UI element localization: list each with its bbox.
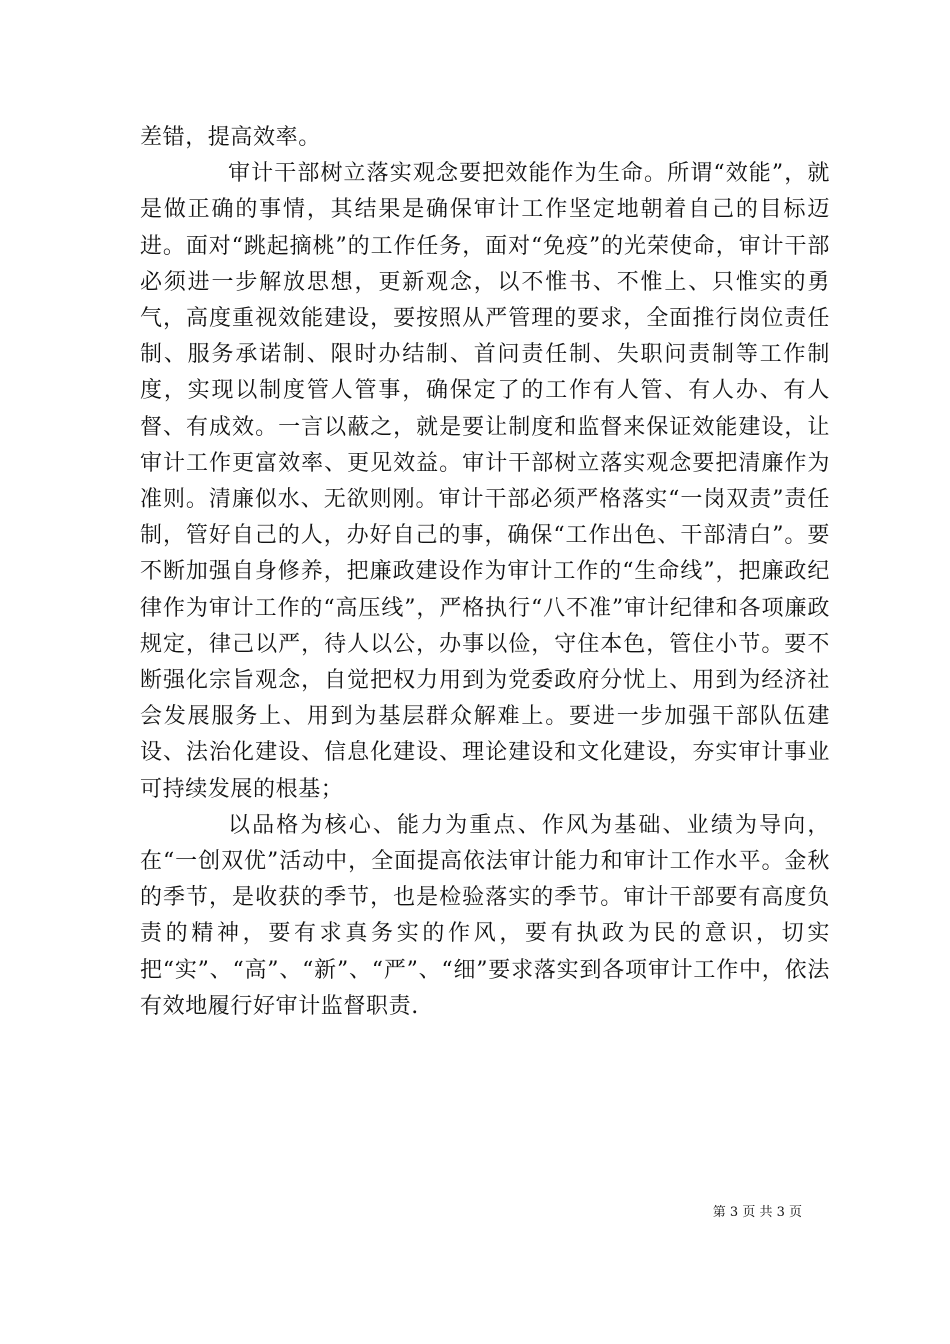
paragraph-conclusion: 以品格为核心、能力为重点、作风为基础、业绩为导向，在“一创双优”活动中，全面提高依法审计能力和审计工作水平。金秋的季节，是收获的季节，也是检验落实的季节。审计干部要有高度负责的精神，要有求真务实的作风，要有执政为民的意识，切实把“实”、“高”、“新”、“严”、“细”要求落实到各项审计工作中，依法有效地履行好审计监督职责. [140,812,830,1019]
page-number-footer: 第 3 页 共 3 页 [712,1205,802,1220]
paragraph-continuation: 差错，提高效率。 [140,125,321,150]
document-body [140,120,830,1025]
paragraph-efficiency-integrity: 审计干部树立落实观念要把效能作为生命。所谓“效能”，就是做正确的事情，其结果是确保审计工作坚定地朝着自己的目标迈进。面对“跳起摘桃”的工作任务，面对“免疫”的光荣使命，审计干部必须进一步解放思想，更新观念，以不惟书、不惟上、只惟实的勇气，高度重视效能建设，要按照从严管理的要求，全面推行岗位责任制、服务承诺制、限时办结制、首问责任制、失职问责制等工作制度，实现以制度管人管事，确保定了的工作有人管、有人办、有人督、有成效。一言以蔽之，就是要让制度和监督来保证效能建设，让审计工作更富效率、更见效益。审计干部树立落实观念要把清廉作为准则。清廉似水、无欲则刚。审计干部必须严格落实“一岗双责”责任制，管好自己的人，办好自己的事，确保“工作出色、干部清白”。要不断加强自身修养，把廉政建设作为审计工作的“生命线”，把廉政纪律作为审计工作的“高压线”，严格执行“八不准”审计纪律和各项廉政规定，律己以严，待人以公，办事以俭，守住本色，管住小节。要不断强化宗旨观念，自觉把权力用到为党委政府分忧上、用到为经济社会发展服务上、用到为基层群众解难上。要进一步加强干部队伍建设、法治化建设、信息化建设、理论建设和文化建设，夯实审计事业可持续发展的根基； [140,161,830,802]
